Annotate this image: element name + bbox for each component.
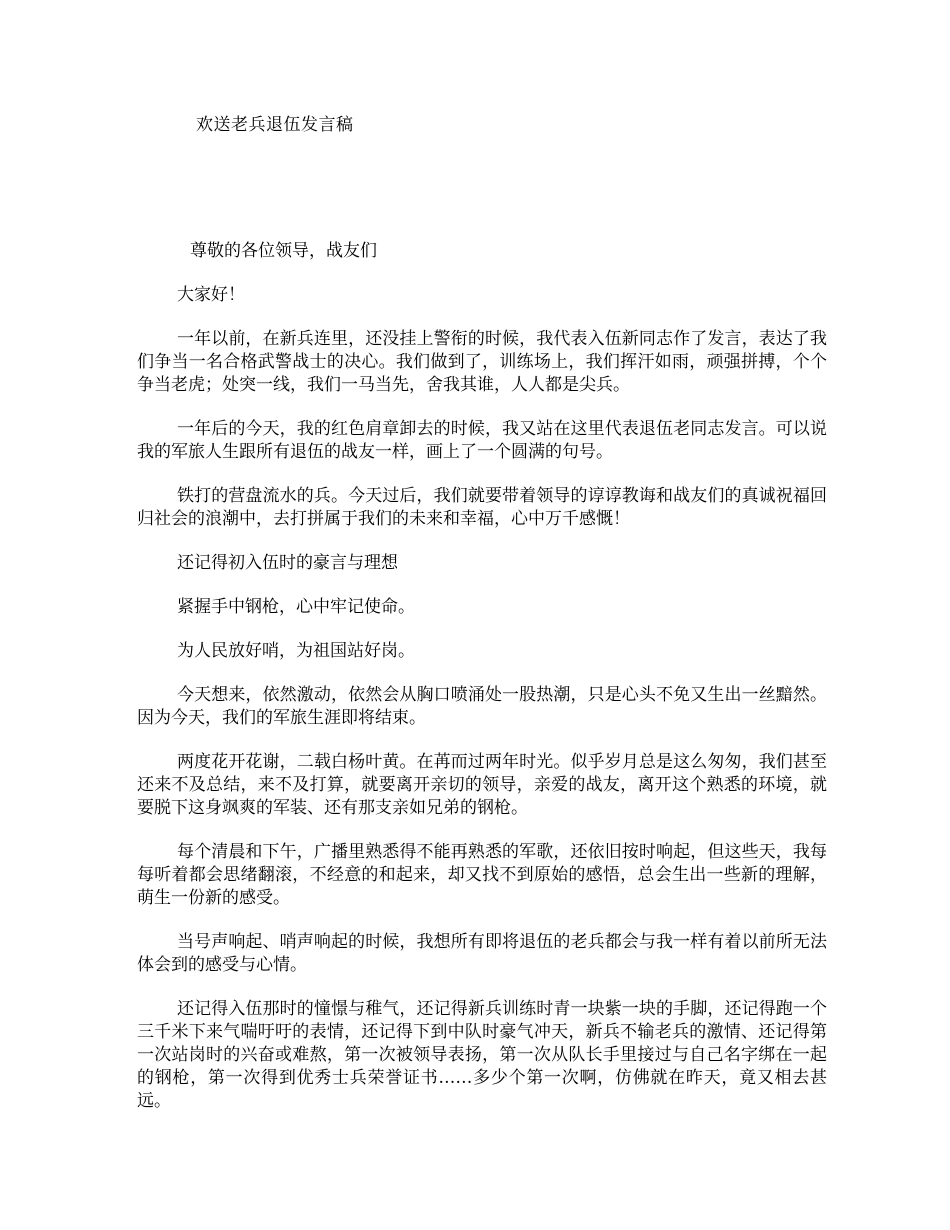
paragraph-greeting: 大家好！ xyxy=(177,285,245,305)
paragraph: 铁打的营盘流水的兵。今天过后，我们就要带着领导的谆谆教诲和战友们的真诚祝福回归社会的浪潮中，去打拼属于我们的未来和幸福，心中万千感慨！ xyxy=(137,486,827,529)
paragraph: 一年后的今天，我的红色肩章卸去的时候，我又站在这里代表退伍老同志发言。可以说我的军旅人生跟所有退伍的战友一样，画上了一个圆满的句号。 xyxy=(137,419,827,462)
paragraph: 两度花开花谢，二载白杨叶黄。在苒而过两年时光。似乎岁月总是这么匆匆，我们甚至还来不及总结，来不及打算，就要离开亲切的领导，亲爱的战友，离开这个熟悉的环境，就要脱下这身飒爽的军装、还有那支亲如兄弟的钢枪。 xyxy=(137,752,827,818)
paragraph: 为人民放好哨，为祖国站好岗。 xyxy=(177,641,415,661)
document-body xyxy=(137,284,827,1134)
paragraph: 还记得初入伍时的豪言与理想 xyxy=(177,553,398,573)
paragraph: 还记得入伍那时的憧憬与稚气，还记得新兵训练时青一块紫一块的手脚，还记得跑一个三千米下来气喘吁吁的表情，还记得下到中队时豪气冲天，新兵不输老兵的激情、还记得第一次站岗时的兴奋或难熬，第一次被领导表扬，第一次从队长手里接过与自己名字绑在一起的钢枪，第一次得到优秀士兵荣誉证书……多少个第一次啊，仿佛就在昨天，竟又相去甚远。 xyxy=(137,999,827,1111)
paragraph: 每个清晨和下午，广播里熟悉得不能再熟悉的军歌，还依旧按时响起，但这些天，我每每听着都会思绪翻滚，不经意的和起来，却又找不到原始的感悟，总会生出一些新的理解，萌生一份新的感受。 xyxy=(137,842,827,908)
paragraph: 一年以前，在新兵连里，还没挂上警衔的时候，我代表入伍新同志作了发言，表达了我们争当一名合格武警战士的决心。我们做到了，训练场上，我们挥汗如雨，顽强拼搏，个个争当老虎；处突一线，我们一马当先，舍我其谁，人人都是尖兵。 xyxy=(137,329,827,395)
document-title: 欢送老兵退伍发言稿 xyxy=(196,115,354,135)
paragraph: 当号声响起、哨声响起的时候，我想所有即将退伍的老兵都会与我一样有着以前所无法体会到的感受与心情。 xyxy=(137,932,827,975)
salutation: 尊敬的各位领导，战友们 xyxy=(190,241,377,261)
paragraph: 紧握手中钢枪，心中牢记使命。 xyxy=(177,597,415,617)
paragraph: 今天想来，依然激动，依然会从胸口喷涌处一股热潮，只是心头不免又生出一丝黯然。因为今天，我们的军旅生涯即将结束。 xyxy=(137,685,827,728)
